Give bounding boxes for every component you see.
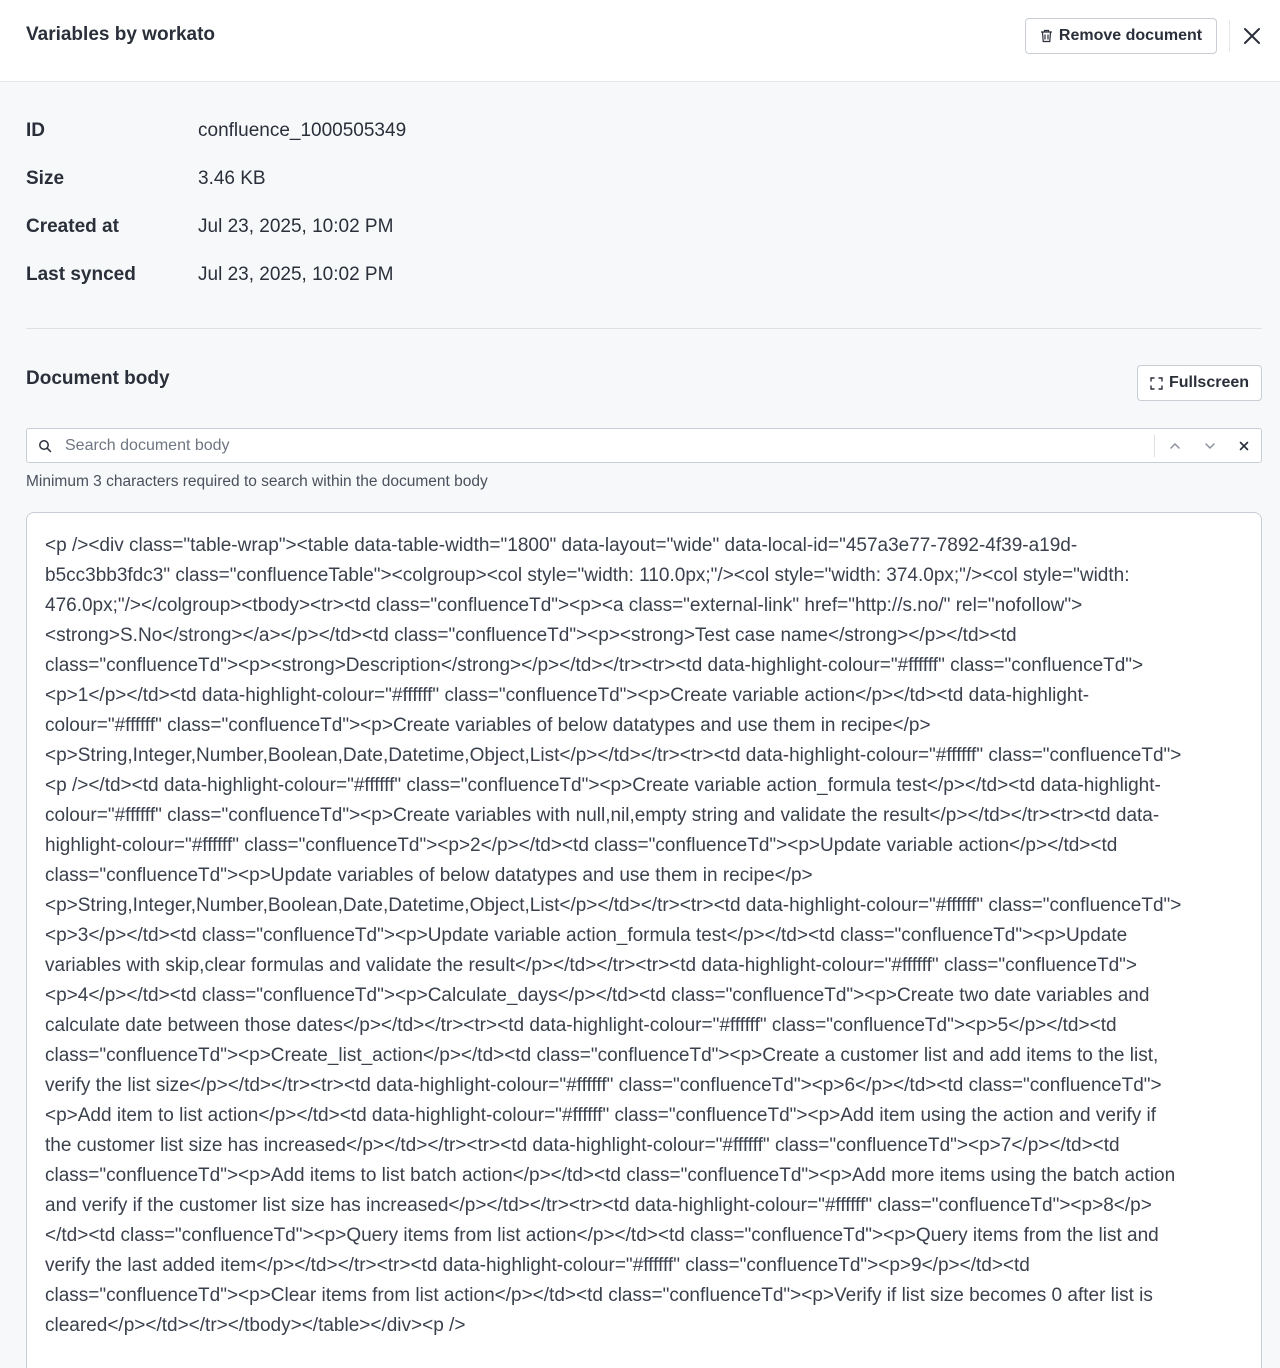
expand-icon [1150,377,1163,390]
search-divider [1154,435,1155,457]
document-body-line: <strong>S.No</strong></a></p></td><td class="confluenceTd"><p><strong>Test case name</strong></p></td><td [45,625,1017,646]
close-icon [1238,440,1250,452]
chevron-down-icon [1203,439,1217,453]
document-body-line: variables with skip,clear formulas and validate the result</p></td></tr><tr><td data-highlight-colour="#ffffff" class="confluenceTd"> [45,955,1137,976]
document-body-line: class="confluenceTd"><p>Update variables of below datatypes and use them in recipe</p> [45,865,813,886]
remove-document-label: Remove document [1058,27,1203,44]
meta-label: ID [26,120,45,141]
document-body-line: verify the list size</p></td></tr><tr><td data-highlight-colour="#ffffff" class="confluenceTd"><p>6</p></td><td class="confluenceTd"> [45,1075,1162,1096]
document-body-line: <p>4</p></td><td class="confluenceTd"><p>Calculate_days</p></td><td class="confluenceTd"><p>Create two date variables and [45,985,1150,1006]
document-body-title: Document body [26,368,170,389]
section-divider [26,328,1262,329]
next-match-button[interactable] [1198,434,1222,458]
document-body-text [45,531,1245,1341]
document-body-line: <p>1</p></td><td data-highlight-colour="#ffffff" class="confluenceTd"><p>Create variable action</p></td><td data-highlight- [45,685,1090,706]
document-body-line: </td><td class="confluenceTd"><p>Query items from list action</p></td><td class="confluenceTd"><p>Query items from the list and [45,1225,1159,1246]
document-body-line: 476.0px;"/></colgroup><tbody><tr><td class="confluenceTd"><p><a class="external-link" href="http://s.no/" rel="nofollow"> [45,595,1083,616]
document-body-line: calculate date between those dates</p></td></tr><tr><td data-highlight-colour="#ffffff" class="confluenceTd"><p>5</p></td><td [45,1015,1117,1036]
document-body-line: <p>String,Integer,Number,Boolean,Date,Datetime,Object,List</p></td></tr><tr><td data-highlight-colour="#ffffff" class="confluenceTd"> [45,745,1182,766]
document-body-line: <p /><div class="table-wrap"><table data-table-width="1800" data-layout="wide" data-local-id="457a3e77-7892-4f39-a19d- [45,535,1078,556]
meta-value: Jul 23, 2025, 10:02 PM [198,216,394,237]
document-body-line: class="confluenceTd"><p>Clear items from list action</p></td><td class="confluenceTd"><p>Verify if list size becomes 0 after list is [45,1285,1153,1306]
document-search-bar [26,428,1262,463]
search-document-input[interactable] [65,429,1145,462]
close-panel-button[interactable] [1238,22,1266,50]
document-body-line: verify the last added item</p></td></tr><tr><td data-highlight-colour="#ffffff" class="confluenceTd"><p>9</p></td><td [45,1255,1030,1276]
panel-title: Variables by workato [26,24,216,45]
document-body-line: cleared</p></td></tr></tbody></table></div><p /> [45,1315,466,1336]
fullscreen-label: Fullscreen [1168,374,1250,391]
document-body-line: <p>String,Integer,Number,Boolean,Date,Datetime,Object,List</p></td></tr><tr><td data-highlight-colour="#ffffff" class="confluenceTd"> [45,895,1182,916]
search-hint: Minimum 3 characters required to search within the document body [26,473,488,490]
meta-value: Jul 23, 2025, 10:02 PM [198,264,394,285]
document-body-line: colour="#ffffff" class="confluenceTd"><p>Create variables with null,nil,empty string and validate the result</p></td></tr><tr><td data- [45,805,1160,826]
meta-label: Created at [26,216,119,237]
document-body-line: class="confluenceTd"><p><strong>Description</strong></p></td></tr><tr><td data-highlight-colour="#ffffff" class="confluenceTd"> [45,655,1144,676]
document-body-line: class="confluenceTd"><p>Add items to list batch action</p></td><td class="confluenceTd"><p>Add more items using the batch action [45,1165,1176,1186]
document-body-line: <p>Add item to list action</p></td><td data-highlight-colour="#ffffff" class="confluenceTd"><p>Add item using the action and verify if [45,1105,1157,1126]
document-body-line: class="confluenceTd"><p>Create_list_action</p></td><td class="confluenceTd"><p>Create a customer list and add items to the list, [45,1045,1159,1066]
remove-document-button[interactable] [1025,18,1217,54]
fullscreen-button[interactable] [1137,365,1262,401]
meta-label: Last synced [26,264,136,285]
document-body-line: <p>3</p></td><td class="confluenceTd"><p>Update variable action_formula test</p></td><td class="confluenceTd"><p>Update [45,925,1128,946]
document-body-line: and verify if the customer list size has increased</p></td></tr><tr><td data-highlight-colour="#ffffff" class="confluenceTd"><p>8</p> [45,1195,1152,1216]
document-body-line: highlight-colour="#ffffff" class="confluenceTd"><p>2</p></td><td class="confluenceTd"><p>Update variable action</p></td><td [45,835,1118,856]
document-body-content[interactable] [26,512,1262,1368]
clear-search-button[interactable] [1232,434,1256,458]
trash-icon [1040,29,1053,43]
header-divider [1229,20,1230,52]
previous-match-button[interactable] [1163,434,1187,458]
document-body-line: colour="#ffffff" class="confluenceTd"><p>Create variables of below datatypes and use them in recipe</p> [45,715,931,736]
document-body-line: <p /></td><td data-highlight-colour="#ffffff" class="confluenceTd"><p>Create variable action_formula test</p></td><td data-highlight- [45,775,1161,796]
meta-value: 3.46 KB [198,168,266,189]
close-icon [1242,26,1262,46]
document-body-line: the customer list size has increased</p></td></tr><tr><td data-highlight-colour="#ffffff" class="confluenceTd"><p>7</p></td><td [45,1135,1120,1156]
meta-label: Size [26,168,65,189]
panel-header [0,0,1280,82]
chevron-up-icon [1168,439,1182,453]
search-icon [37,438,53,454]
meta-value: confluence_1000505349 [198,120,407,141]
document-body-line: b5cc3bb3fdc3" class="confluenceTable"><colgroup><col style="width: 110.0px;"/><col style="width: 374.0px;"/><col style="width: [45,565,1130,586]
